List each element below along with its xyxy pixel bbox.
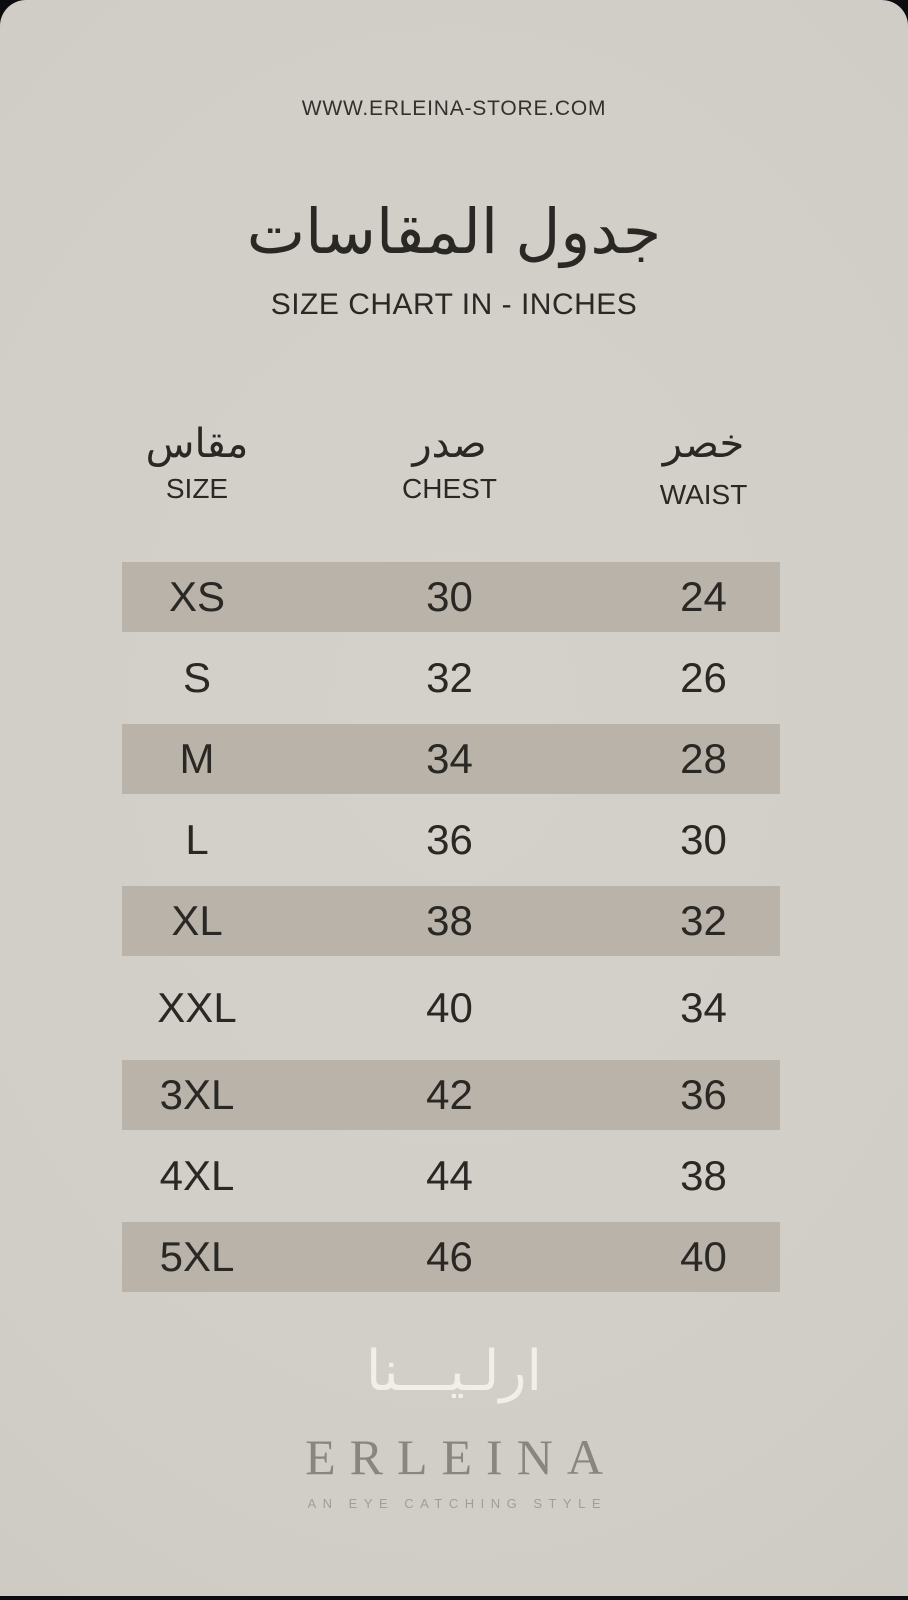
waist-cell: 24 xyxy=(680,573,727,620)
size-cell: S xyxy=(182,654,211,701)
page-title-arabic: جدول المقاسات xyxy=(246,198,662,267)
chest-cell: 32 xyxy=(426,654,473,701)
size-cell: XL xyxy=(171,897,223,944)
brand-logo-wordmark: ERLEINA xyxy=(305,1429,617,1485)
size-cell: M xyxy=(179,735,215,782)
chest-cell: 42 xyxy=(426,1071,473,1118)
chest-cell: 34 xyxy=(426,735,473,782)
column-header-size xyxy=(122,418,272,512)
column-header-size-arabic: مقاس xyxy=(145,422,249,466)
chest-cell: 40 xyxy=(426,984,473,1031)
size-cell: 4XL xyxy=(159,1152,235,1199)
table-row xyxy=(122,724,780,794)
column-header-waist xyxy=(627,418,780,512)
chest-cell: 38 xyxy=(426,897,473,944)
waist-cell: 32 xyxy=(680,897,727,944)
waist-cell: 38 xyxy=(680,1152,727,1199)
column-header-chest-english: CHEST xyxy=(402,473,497,504)
size-cell: L xyxy=(185,816,209,863)
chest-cell: 30 xyxy=(426,573,473,620)
waist-cell: 30 xyxy=(680,816,727,863)
chest-cell: 44 xyxy=(426,1152,473,1199)
waist-cell: 28 xyxy=(680,735,727,782)
table-row xyxy=(122,956,780,1060)
chest-cell: 36 xyxy=(426,816,473,863)
table-header xyxy=(122,418,780,512)
waist-cell: 34 xyxy=(680,984,727,1031)
column-header-chest-arabic: صدر xyxy=(412,422,487,466)
table-row xyxy=(122,562,780,632)
waist-cell: 36 xyxy=(680,1071,727,1118)
column-header-chest xyxy=(272,418,627,512)
brand-logo-arabic: ارلـيـــنا xyxy=(365,1341,543,1403)
size-cell: XS xyxy=(168,573,226,620)
size-cell: 3XL xyxy=(159,1071,235,1118)
column-header-size-english: SIZE xyxy=(165,473,229,504)
brand-tagline: AN EYE CATCHING STYLE xyxy=(307,1496,607,1511)
page-title-english: SIZE CHART IN - INCHES xyxy=(270,288,638,321)
table-row xyxy=(122,794,780,886)
column-header-waist-english: WAIST xyxy=(659,479,748,510)
size-cell: XXL xyxy=(157,984,237,1031)
table-row xyxy=(122,632,780,724)
chest-cell: 46 xyxy=(426,1233,473,1280)
size-table xyxy=(122,562,780,1292)
size-cell: 5XL xyxy=(159,1233,235,1280)
table-row xyxy=(122,1222,780,1292)
website-url: WWW.ERLEINA-STORE.COM xyxy=(301,97,607,120)
table-row xyxy=(122,886,780,956)
waist-cell: 40 xyxy=(680,1233,727,1280)
column-header-waist-arabic: خصر xyxy=(662,422,745,466)
waist-cell: 26 xyxy=(680,654,727,701)
table-row xyxy=(122,1060,780,1130)
table-row xyxy=(122,1130,780,1222)
